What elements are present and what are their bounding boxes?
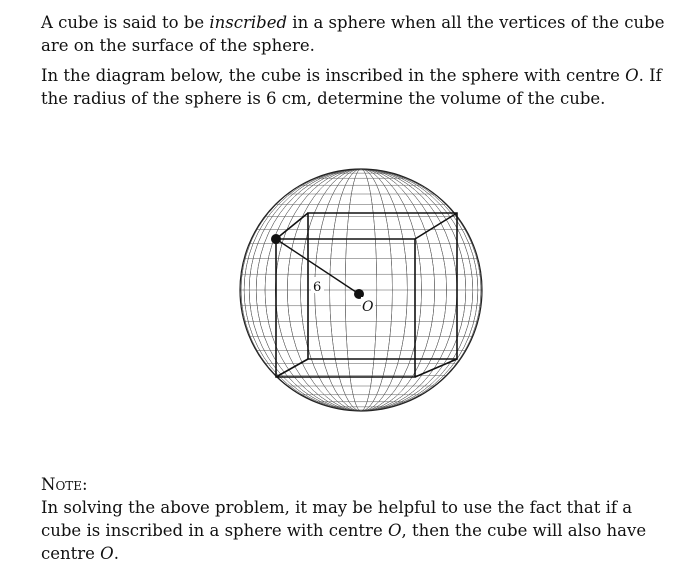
cube-edge	[415, 213, 457, 239]
cube-edges	[276, 213, 457, 377]
note-text-middle: , then the cube will also have centre	[41, 521, 647, 563]
intro-text-start: A cube is said to be	[41, 13, 210, 32]
note-text-start: In solving the above problem, it may be helpful to use the fact that if a cube is inscribed in a sphere with centre	[41, 498, 633, 540]
problem-question	[41, 64, 671, 110]
problem-intro	[41, 11, 671, 57]
intro-text-end: in a sphere when all the vertices of the cube are on the surface of the sphere.	[41, 13, 665, 55]
centre-variable: O	[625, 66, 639, 85]
note-text	[41, 496, 671, 565]
note-variable: O	[100, 544, 114, 563]
note-text-end: .	[113, 544, 119, 563]
centre-label: O	[362, 299, 374, 315]
note-title: Note:	[41, 475, 88, 494]
question-text-end: . If the radius of the sphere is 6 cm, determine the volume of the cube.	[41, 66, 662, 108]
note-variable: O	[387, 521, 402, 540]
cube-vertex-point	[271, 234, 281, 244]
sphere-cube-diagram	[236, 166, 486, 414]
inscribed-term: inscribed	[209, 13, 288, 32]
cube-edge	[276, 213, 308, 239]
radius-label: 6	[313, 280, 322, 295]
question-text-start: In the diagram below, the cube is inscribed in the sphere with centre	[41, 66, 626, 85]
